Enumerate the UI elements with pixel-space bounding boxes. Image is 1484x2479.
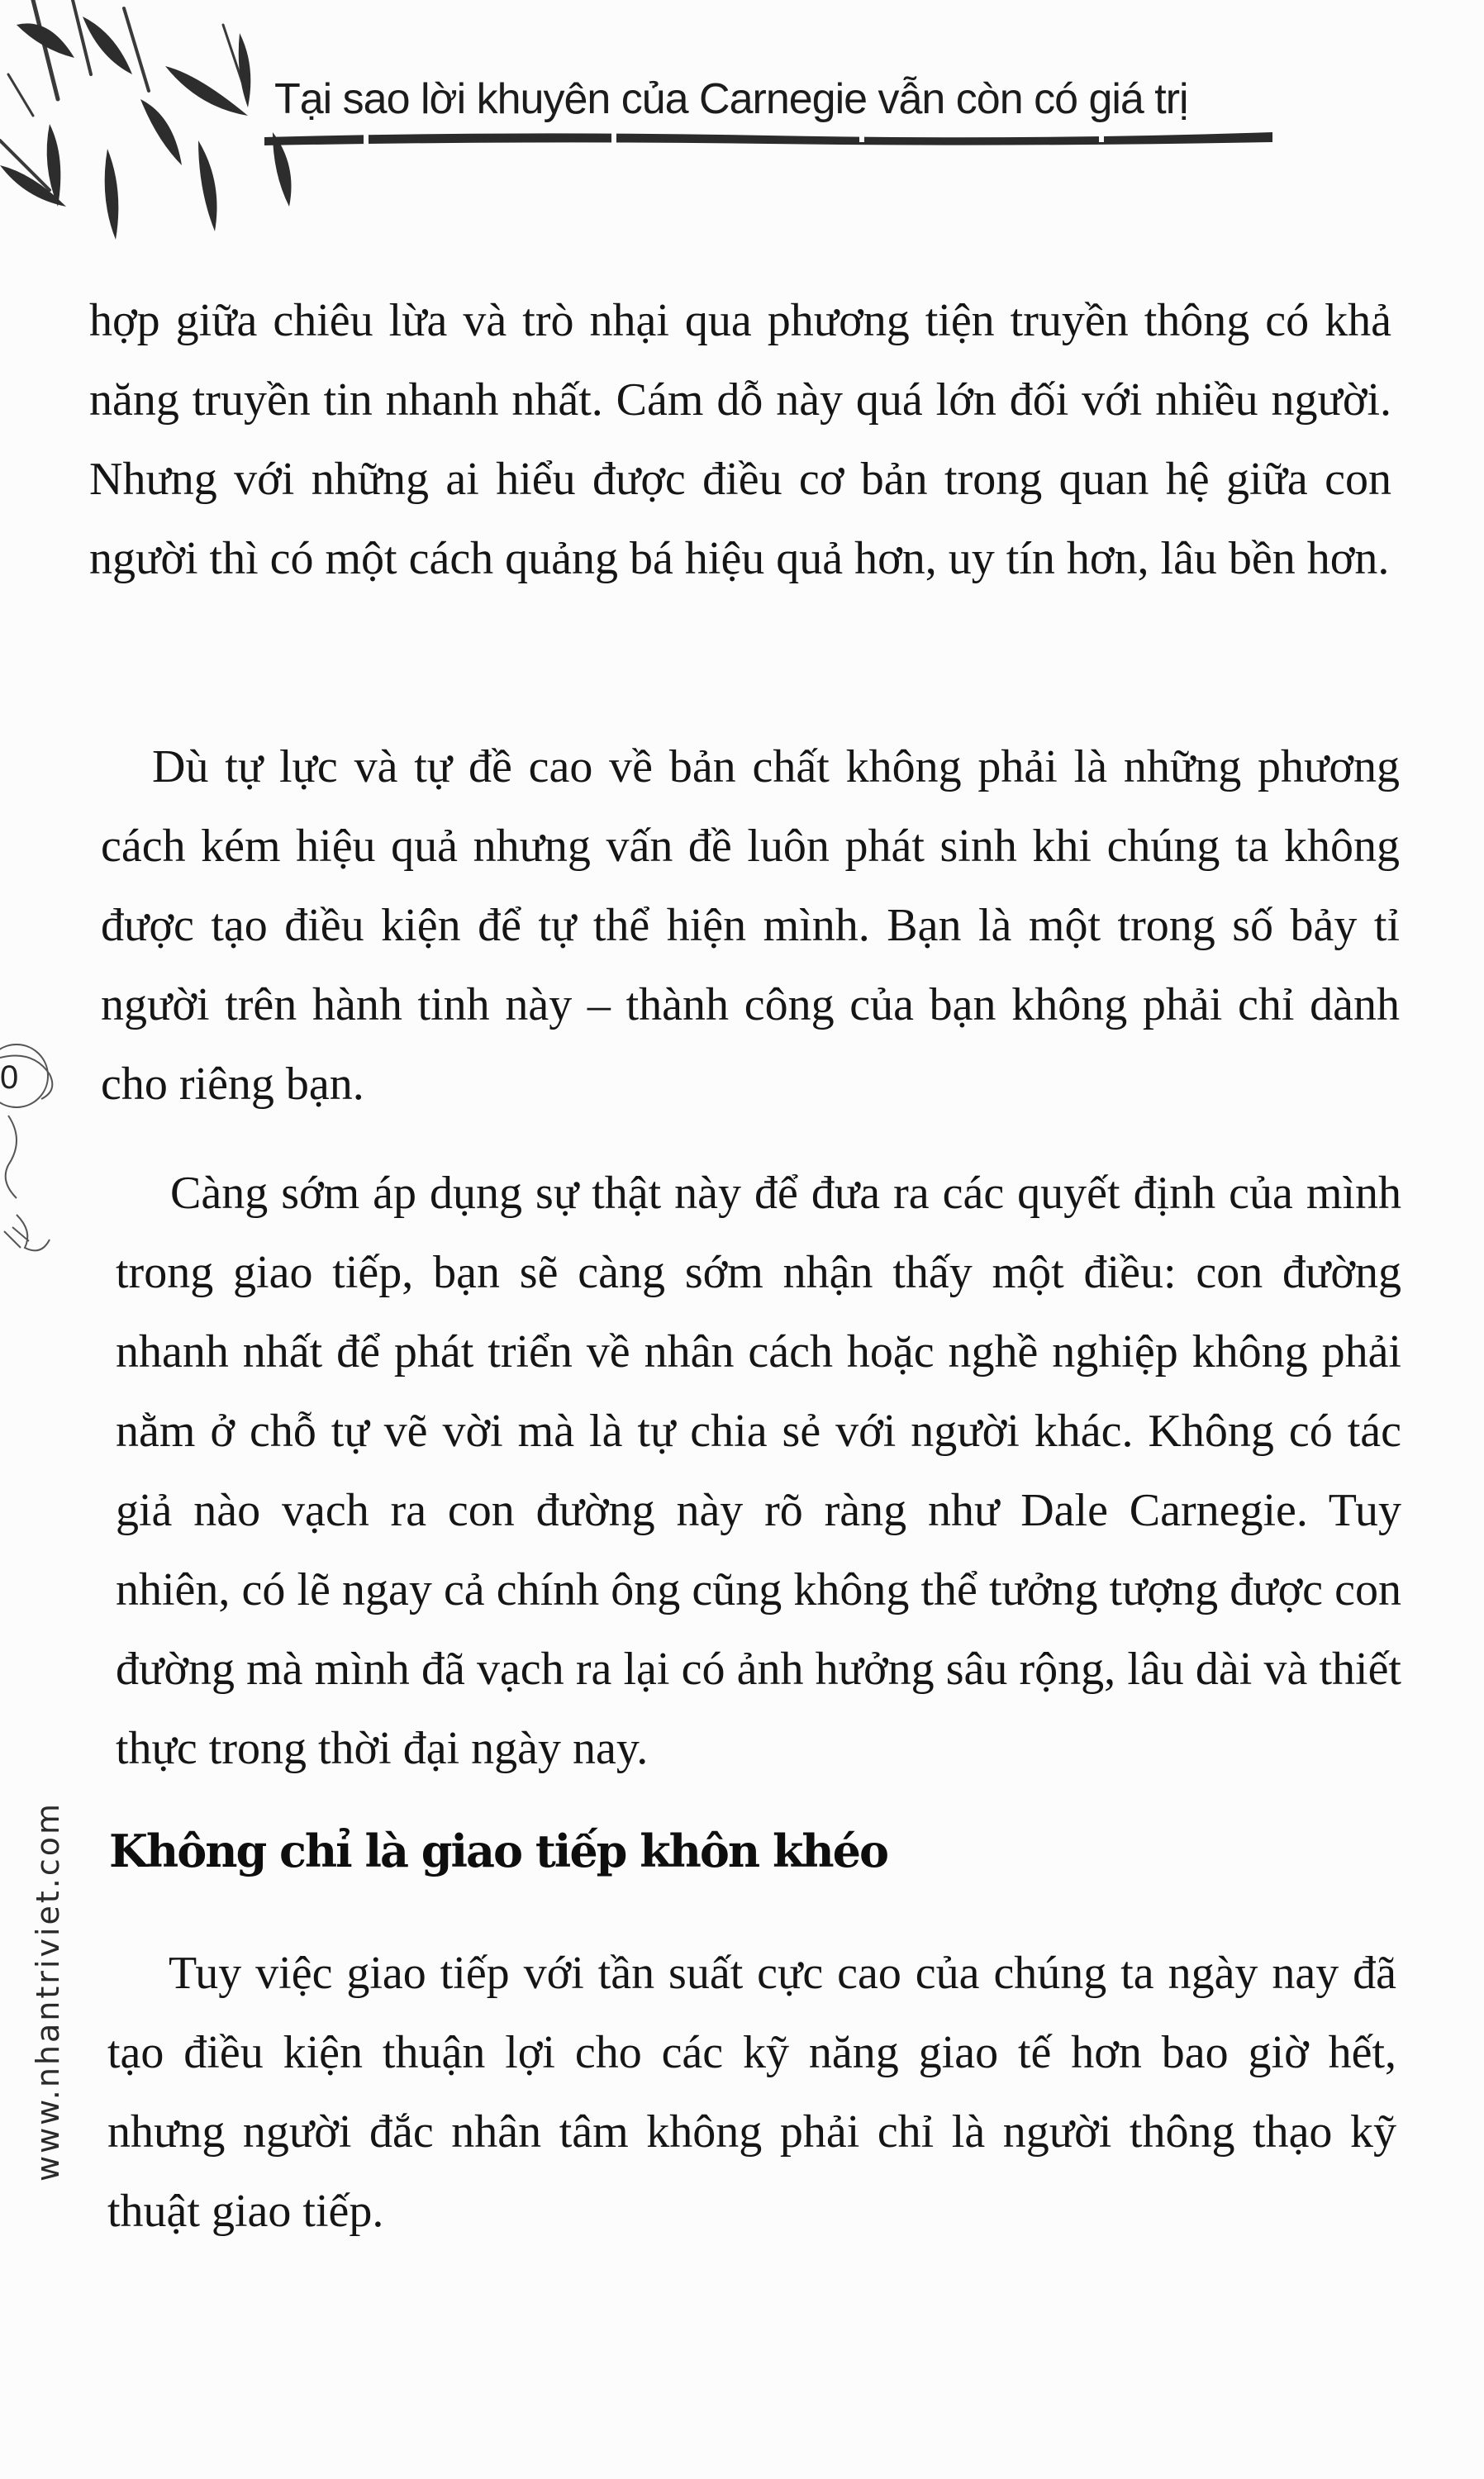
section-heading: Không chỉ là giao tiếp khôn khéo: [109, 1825, 888, 1877]
bamboo-leaves-icon: [0, 0, 347, 248]
body-paragraph-3: Càng sớm áp dụng sự thật này để đưa ra các quyết định của mình trong giao tiếp, bạn sẽ càng sớm nhận thấy một điều: con đường nhanh nhất để phát triển về nhân cách hoặc nghề nghiệp không phải nằm ở chỗ tự vẽ vời mà là tự chia sẻ với người khác. Không có tác giả nào vạch ra con đường này rõ ràng như Dale Carnegie. Tuy nhiên, có lẽ ngay cả chính ông cũng không thể tưởng tượng được con đường mà mình đã vạch ra lại có ảnh hưởng sâu rộng, lâu dài và thiết thực trong thời đại ngày nay.: [116, 1168, 1401, 1774]
body-paragraph-2: Dù tự lực và tự đề cao về bản chất không phải là những phương cách kém hiệu quả nhưng vấn đề luôn phát sinh khi chúng ta không được tạo điều kiện để tự thể hiện mình. Bạn là một trong số bảy tỉ người trên hành tinh này – thành công của bạn không phải chỉ dành cho riêng bạn.: [101, 741, 1400, 1110]
running-head-title: Tại sao lời khuyên của Carnegie vẫn còn có giá trị: [274, 75, 1188, 123]
body-paragraph-4: Tuy việc giao tiếp với tần suất cực cao của chúng ta ngày nay đã tạo điều kiện thuận lợi cho các kỹ năng giao tế hơn bao giờ hết, nhưng người đắc nhân tâm không phải chỉ là người thông thạo kỹ thuật giao tiếp.: [107, 1948, 1396, 2237]
publisher-watermark: www.nhantriviet.com: [30, 1801, 66, 2182]
page-number: 0: [0, 1059, 19, 1096]
body-paragraph-1: hợp giữa chiêu lừa và trò nhại qua phương tiện truyền thông có khả năng truyền tin nhanh nhất. Cám dỗ này quá lớn đối với nhiều người. Nhưng với những ai hiểu được điều cơ bản trong quan hệ giữa con người thì có một cách quảng bá hiệu quả hơn, uy tín hơn, lâu bền hơn.: [89, 295, 1391, 584]
header-rule: [264, 126, 1272, 149]
